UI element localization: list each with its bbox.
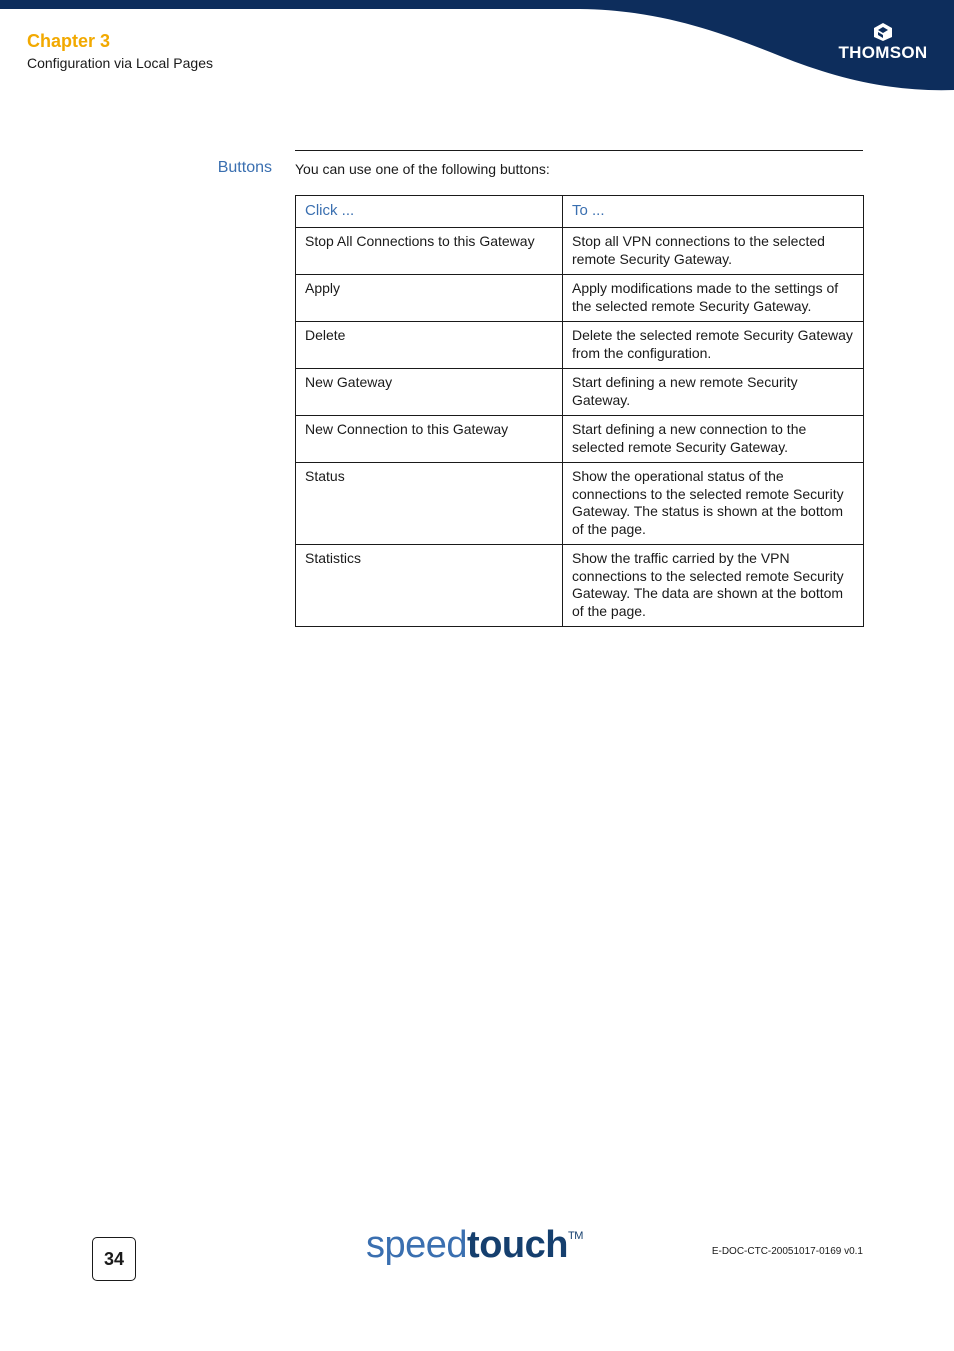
button-description-cell: Delete the selected remote Security Gateway from the configuration. — [563, 322, 864, 369]
button-name-cell: Delete — [296, 322, 563, 369]
intro-text: You can use one of the following buttons: — [295, 161, 550, 177]
button-name-cell: Status — [296, 463, 563, 545]
table-row — [296, 275, 864, 322]
button-description-cell: Apply modifications made to the settings of the selected remote Security Gateway. — [563, 275, 864, 322]
chapter-title: Chapter 3 — [27, 31, 111, 51]
brand-logo — [828, 22, 938, 72]
thomson-emblem-icon — [872, 22, 894, 42]
table-row — [296, 463, 864, 545]
button-name-cell: Stop All Connections to this Gateway — [296, 228, 563, 275]
table-header-row — [296, 196, 864, 228]
table-row — [296, 369, 864, 416]
brand-name: THOMSON — [838, 43, 928, 62]
button-description-cell: Show the traffic carried by the VPN connections to the selected remote Security Gateway. The data are shown at the bottom of the page. — [563, 545, 864, 627]
column-header-click: Click ... — [296, 196, 563, 228]
table-row — [296, 545, 864, 627]
header-band — [0, 0, 954, 100]
button-description-cell: Stop all VPN connections to the selected remote Security Gateway. — [563, 228, 864, 275]
button-description-cell: Show the operational status of the connections to the selected remote Security Gateway. The status is shown at the bottom of the page. — [563, 463, 864, 545]
buttons-table — [295, 195, 864, 627]
table-row — [296, 416, 864, 463]
button-name-cell: Statistics — [296, 545, 563, 627]
section-divider — [295, 150, 863, 151]
table-row — [296, 228, 864, 275]
product-logo-light: speed — [366, 1224, 468, 1266]
column-header-to: To ... — [563, 196, 864, 228]
trademark-mark: TM — [567, 1230, 583, 1242]
speedtouch-logo — [366, 1224, 583, 1267]
button-name-cell: Apply — [296, 275, 563, 322]
table-row — [296, 322, 864, 369]
product-logo-bold: touch — [467, 1224, 568, 1266]
section-heading: Buttons — [217, 159, 272, 176]
button-name-cell: New Gateway — [296, 369, 563, 416]
button-name-cell: New Connection to this Gateway — [296, 416, 563, 463]
button-description-cell: Start defining a new connection to the selected remote Security Gateway. — [563, 416, 864, 463]
document-id: E-DOC-CTC-20051017-0169 v0.1 — [711, 1246, 863, 1257]
button-description-cell: Start defining a new remote Security Gateway. — [563, 369, 864, 416]
chapter-subtitle: Configuration via Local Pages — [27, 55, 214, 71]
page-number: 34 — [92, 1237, 136, 1281]
